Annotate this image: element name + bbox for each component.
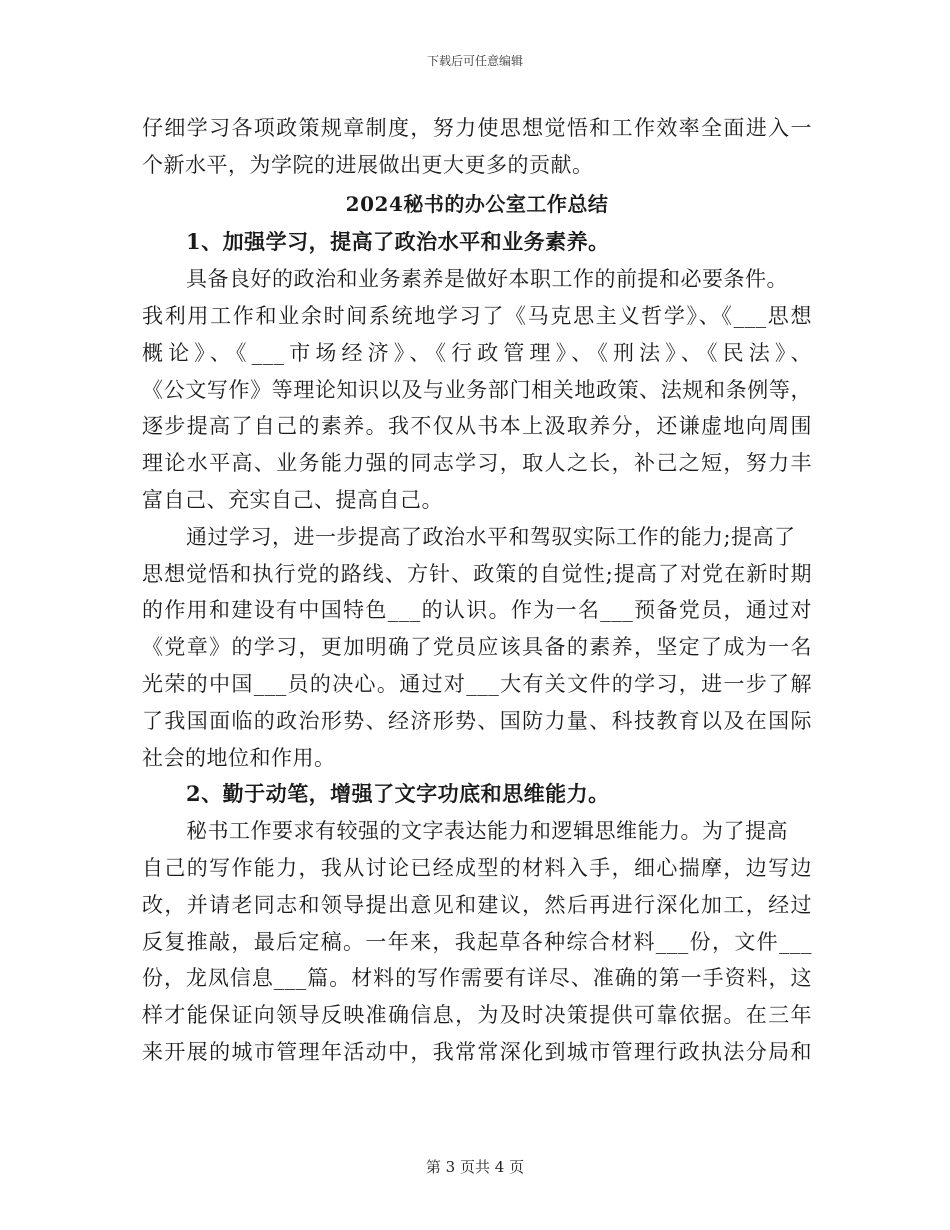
paragraph-line: 了我国面临的政治形势、经济形势、国防力量、科技教育以及在国际 (142, 708, 812, 733)
paragraph-line: 秘书工作要求有较强的文字表达能力和逻辑思维能力。为了提高 (186, 819, 788, 844)
paragraph-line: 样才能保证向领导反映准确信息，为及时决策提供可靠依据。在三年 (142, 1003, 812, 1028)
paragraph-line: 《公文写作》等理论知识以及与业务部门相关地政策、法规和条例等， (142, 377, 812, 402)
paragraph-line: 光荣的中国___员的决心。通过对___大有关文件的学习，进一步了解 (142, 671, 812, 696)
paragraph-line: 社会的地位和作用。 (142, 745, 336, 770)
paragraph-line: 概论》、《___市场经济》、《行政管理》、《刑法》、《民法》、 (142, 340, 812, 365)
paragraph-line: 我利用工作和业余时间系统地学习了《马克思主义哲学》、《___思想 (142, 303, 812, 328)
paragraph-line: 改，并请老同志和领导提出意见和建议，然后再进行深化加工，经过 (142, 892, 812, 917)
paragraph-line: 来开展的城市管理年活动中，我常常深化到城市管理行政执法分局和 (142, 1039, 812, 1064)
paragraph-line: 份，龙凤信息___篇。材料的写作需要有详尽、准确的第一手资料，这 (142, 966, 812, 991)
paragraph-line: 具备良好的政治和业务素养是做好本职工作的前提和必要条件。 (186, 267, 788, 292)
paragraph-line: 理论水平高、业务能力强的同志学习，取人之长，补己之短，努力丰 (142, 451, 812, 476)
paragraph-line: 思想觉悟和执行党的路线、方针、政策的自觉性;提高了对党在新时期 (142, 561, 812, 586)
intro-line: 仔细学习各项政策规章制度，努力使思想觉悟和工作效率全面进入一 (142, 116, 812, 140)
paragraph-line: 逐步提高了自己的素养。我不仅从书本上汲取养分，还谦虚地向周围 (142, 414, 812, 439)
paragraph-line: 的作用和建设有中国特色___的认识。作为一名___预备党员，通过对 (142, 598, 812, 623)
paragraph-line: 反复推敲，最后定稿。一年来，我起草各种综合材料___份，文件___ (142, 929, 812, 954)
document-body (142, 110, 812, 1071)
paragraph-line: 自己的写作能力，我从讨论已经成型的材料入手，细心揣摩，边写边 (142, 855, 812, 880)
document-title: 2024秘书的办公室工作总结 (345, 191, 609, 216)
paragraph-line: 《党章》的学习，更加明确了党员应该具备的素养，坚定了成为一名 (142, 635, 812, 660)
page-footer: 第 3 页共 4 页 (425, 1158, 525, 1176)
page-header: 下载后可任意编辑 (426, 54, 523, 68)
paragraph-line: 通过学习，进一步提高了政治水平和驾驭实际工作的能力;提高了 (186, 524, 796, 549)
section-heading-2: 2、勤于动笔，增强了文字功底和思维能力。 (186, 781, 610, 807)
section-heading-1: 1、加强学习，提高了政治水平和业务素养。 (186, 229, 610, 255)
paragraph-line: 富自己、充实自己、提高自己。 (142, 487, 443, 512)
intro-line: 个新水平，为学院的进展做出更大更多的贡献。 (142, 152, 594, 177)
